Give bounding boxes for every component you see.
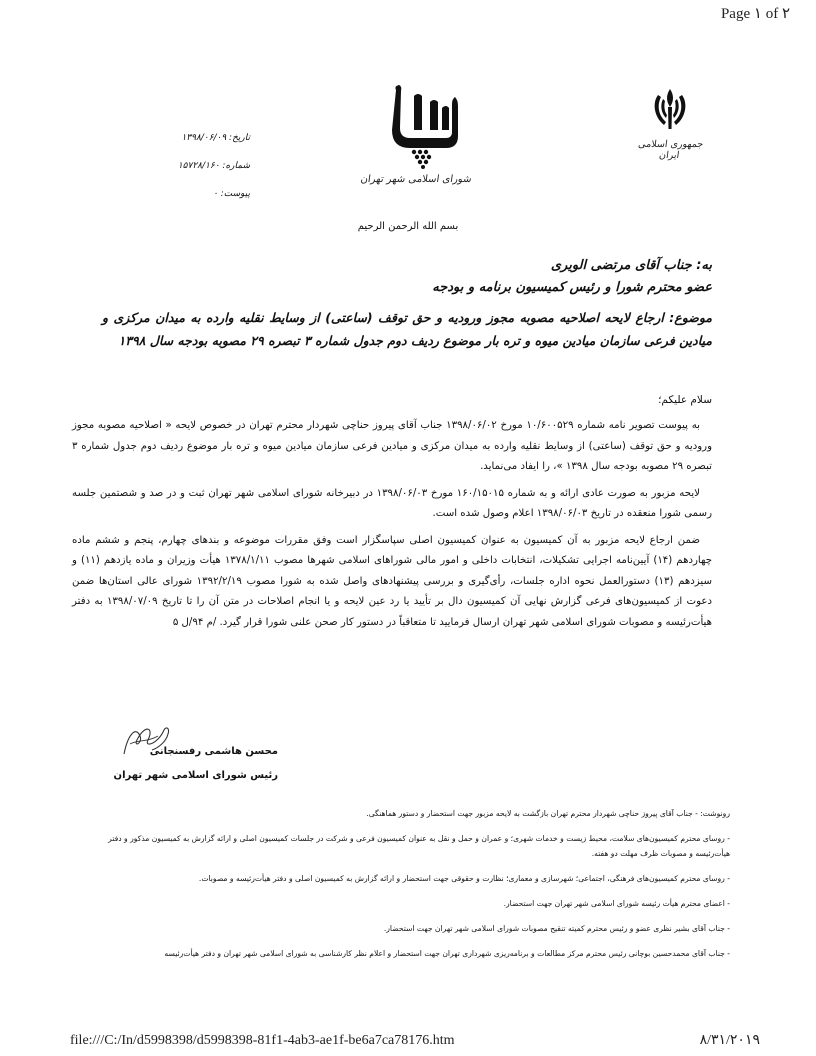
cc-item: رونوشت: - جناب آقای پیروز حناچی شهردار محترم تهران بازگشت به لایحه مزبور جهت استحضار و دستور هماهنگی. [366, 809, 730, 818]
letter-date: تاریخ: ۱۳۹۸/۰۶/۰۹ [181, 133, 250, 143]
signer-title: رئیس شورای اسلامی شهر تهران [113, 770, 278, 781]
body-paragraph-2: لایحه مزبور به صورت عادی ارائه و به شماره ۱۶۰/۱۵۰۱۵ مورخ ۱۳۹۸/۰۶/۰۳ در دبیرخانه شورای اسلامی شهر تهران ثبت و در صد و شصتمین جلسه رسمی شورا منعقده در تاریخ ۱۳۹۸/۰۶/۰۳ اعلام وصول شده است. [72, 487, 712, 519]
body-paragraph-3: ضمن ارجاع لایحه مزبور به آن کمیسیون به عنوان کمیسیون اصلی سپاسگزار است وفق مقررات موضوعه و بندهای چهارم، پنجم و ششم ماده چهاردهم (۱۴) آیین‌نامه اجرایی تشکیلات، انتخابات داخلی و امور مالی شوراهای اسلامی شهرها مصوب ۱۳۷۸/۱/۱۱ هیأت وزیران و ماده یازدهم (۱۱) و سیزدهم (۱۳) دستورالعمل نحوه اداره جلسات، رأی‌گیری و بررسی پیشنهادهای واصل شده به شورا مصوب ۱۳۹۲/۲/۱۹ شورای عالی استان‌ها ضمن دعوت از کمیسیون‌های فرعی گزارش نهایی آن کمیسیون دال بر تأیید یا رد عین لایحه و یا انجام اصلاحات در متن آن را تا تاریخ ۱۳۹۸/۰۷/۰۹ به دفتر هیأت‌رئیسه و مصوبات شورای اسلامی شهر تهران ارسال فرمایید تا متعاقباً در دستور کار صحن علنی شورا قرار گیرد. /م ۹۴/ل ۵ [72, 534, 713, 628]
cc-item: - روسای محترم کمیسیون‌های سلامت، محیط زیست و خدمات شهری؛ و عمران و حمل و نقل به عنوان کمیسیون فرعی و شرکت در جلسات کمیسیون اصلی و ارائه گزارش به کمیسیون مذکور و دفتر هیأت‌رئیسه و مصوبات ظرف مهلت دو هفته. [108, 834, 730, 858]
letter-body [72, 416, 712, 639]
letter-meta [150, 124, 250, 208]
cc-item: - اعضای محترم هیأت رئیسه شورای اسلامی شهر تهران جهت استحضار. [503, 899, 730, 908]
greeting: سلام علیکم؛ [658, 394, 712, 406]
iran-emblem-icon [648, 85, 692, 133]
page-number-header: Page ١ of ٢ [720, 6, 790, 22]
recipient-line: به: جناب آقای مرتضی الویری [550, 258, 712, 273]
cc-list [90, 806, 730, 961]
letter-attachment: پیوست: ۰ [213, 189, 250, 199]
signer-name: محسن هاشمی رفسنجانی [149, 746, 278, 757]
cc-item: - روسای محترم کمیسیون‌های فرهنگی، اجتماعی؛ شهرسازی و معماری؛ نظارت و حقوقی جهت استحضار و ارائه گزارش به کمیسیون اصلی و دفتر هیأت‌رئیسه و مصوبات. [198, 874, 730, 883]
council-logo [348, 82, 484, 185]
iran-emblem-caption: جمهوری اسلامی ایران [637, 139, 705, 161]
signature-block [113, 710, 318, 790]
recipient-title: عضو محترم شورا و رئیس کمیسیون برنامه و بودجه [432, 280, 712, 295]
footer-file-path: file:///C:/In/d5998398/d5998398-81f1-4ab3-ae1f-be6a7ca78176.htm [70, 1033, 455, 1048]
cc-item: - جناب آقای بشیر نظری عضو و رئیس محترم کمیته تنقیح مصوبات شورای اسلامی شهر تهران جهت استحضار. [383, 924, 730, 933]
cc-item: - جناب آقای محمدحسین بوچانی رئیس محترم مرکز مطالعات و برنامه‌ریزی شهرداری تهران جهت استحضار و اعلام نظر کارشناسی به شورای اسلامی شهر تهران و دفتر هیأت‌رئیسه [164, 949, 730, 958]
body-paragraph-1: به پیوست تصویر نامه شماره ۱۰/۶۰۰۵۲۹ مورخ ۱۳۹۸/۰۶/۰۲ جناب آقای پیروز حناچی شهردار محترم تهران در خصوص لایحه « اصلاحیه مصوبه مجوز ورودیه و حق توقف (ساعتی) از وسایط نقلیه وارده به میدان مرکزی و میادین فرعی سازمان میادین میوه و تره بار موضوع ردیف دوم جدول شماره ۳ تبصره ۲۹ مصوبه بودجه سال ۱۳۹۸ »، را ایفاد می‌نماید. [72, 420, 712, 472]
letter-number: شماره: ۱۵۷۲۸/۱۶۰ [177, 161, 250, 171]
letter-subject: موضوع: ارجاع لایحه اصلاحیه مصوبه مجوز ورودیه و حق توقف (ساعتی) از وسایط نقلیه وارده به میدان مرکزی و میادین فرعی سازمان میادین میوه و تره بار موضوع ردیف دوم جدول شماره ۳ تبصره ۲۹ مصوبه بودجه سال ۱۳۹۸ [102, 310, 712, 348]
footer-date: ۸/۳۱/۲۰۱۹ [699, 1033, 760, 1048]
council-logo-caption: شورای اسلامی شهر تهران [359, 174, 473, 185]
basmala: بسم الله الرحمن الرحیم [357, 221, 459, 232]
council-logo-icon [366, 82, 466, 170]
recipient-block [112, 255, 712, 299]
iran-emblem [630, 85, 710, 161]
